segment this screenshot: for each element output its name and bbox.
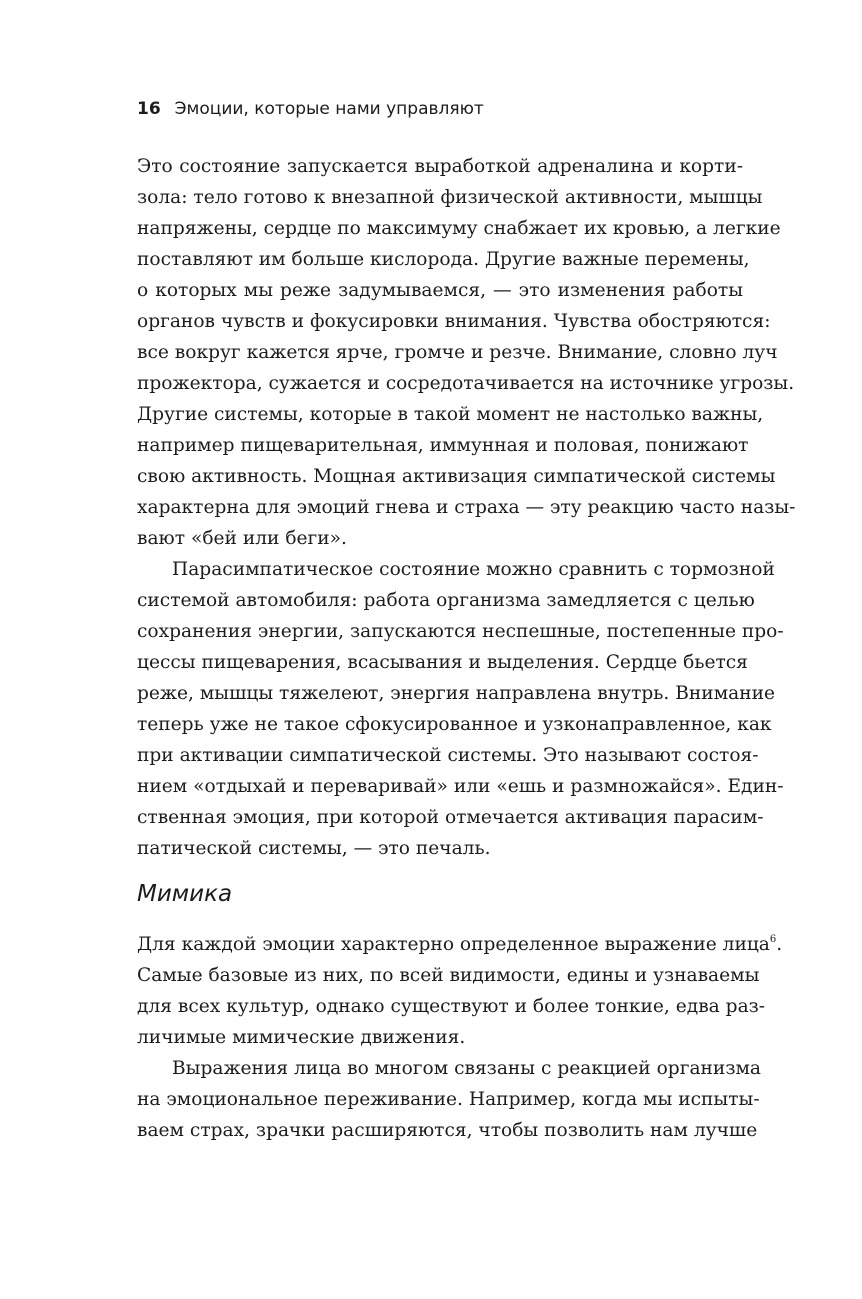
text-line: Это состояние запускается выработкой адреналина и корти- — [137, 156, 743, 177]
text-line: теперь уже не такое сфокусированное и узконаправленное, как — [137, 714, 772, 735]
text-line: Выражения лица во многом связаны с реакцией организма — [172, 1058, 762, 1079]
running-head — [137, 99, 484, 119]
text-line: для всех культур, однако существуют и более тонкие, едва раз- — [137, 996, 766, 1017]
text-line: органов чувств и фокусировки внимания. Чувства обостряются: — [137, 311, 771, 332]
text-line: например пищеварительная, иммунная и половая, понижают — [137, 435, 749, 456]
text-line: личимые мимические движения. — [137, 1027, 466, 1048]
text-line: на эмоциональное переживание. Например, когда мы испыты- — [137, 1089, 760, 1110]
text-line: напряжены, сердце по максимуму снабжает их кровью, а легкие — [137, 218, 781, 239]
text-line: патической системы, — это печаль. — [137, 838, 491, 859]
text-line: поставляют им больше кислорода. Другие важные перемены, — [137, 249, 750, 270]
text-line: вают «бей или беги». — [137, 528, 347, 549]
footnote-marker[interactable]: 6 — [769, 934, 777, 945]
text-line: Парасимпатическое состояние можно сравнить с тормозной — [172, 559, 775, 580]
text-line: реже, мышцы тяжелеют, энергия направлена внутрь. Внимание — [137, 683, 776, 704]
text-line-punct: . — [776, 934, 783, 955]
text-line-content: Для каждой эмоции характерно определенное выражение лица — [137, 934, 770, 955]
text-line: о которых мы реже задумываемся, — это изменения работы — [137, 280, 743, 301]
text-line: свою активность. Мощная активизация симпатической системы — [137, 466, 776, 487]
text-line: нием «отдыхай и переваривай» или «ешь и размножайся». Един- — [137, 776, 784, 797]
text-line: прожектора, сужается и сосредотачивается на источнике угрозы. — [137, 373, 795, 394]
text-line: цессы пищеварения, всасывания и выделения. Сердце бьется — [137, 652, 748, 673]
text-line: при активации симпатической системы. Это называют состоя- — [137, 745, 759, 766]
text-line: все вокруг кажется ярче, громче и резче. Внимание, словно луч — [137, 342, 778, 363]
text-line: ваем страх, зрачки расширяются, чтобы позволить нам лучше — [137, 1120, 758, 1141]
section-heading: Мимика — [137, 881, 233, 907]
text-line: зола: тело готово к внезапной физической активности, мышцы — [137, 187, 763, 208]
text-line: характерна для эмоций гнева и страха — эту реакцию часто назы- — [137, 497, 796, 518]
text-line: Самые базовые из них, по всей видимости, едины и узнаваемы — [137, 965, 760, 986]
chapter-title: Эмоции, которые нами управляют — [174, 99, 484, 119]
text-line: сохранения энергии, запускаются неспешные, постепенные про- — [137, 621, 784, 642]
body-text-block-1 — [137, 151, 796, 864]
text-line: ственная эмоция, при которой отмечается активация парасим- — [137, 807, 764, 828]
body-text-block-2 — [137, 929, 783, 1146]
text-line — [137, 929, 783, 960]
page-number: 16 — [137, 99, 161, 119]
text-line: системой автомобиля: работа организма замедляется с целью — [137, 590, 755, 611]
text-line: Другие системы, которые в такой момент не настолько важны, — [137, 404, 764, 425]
